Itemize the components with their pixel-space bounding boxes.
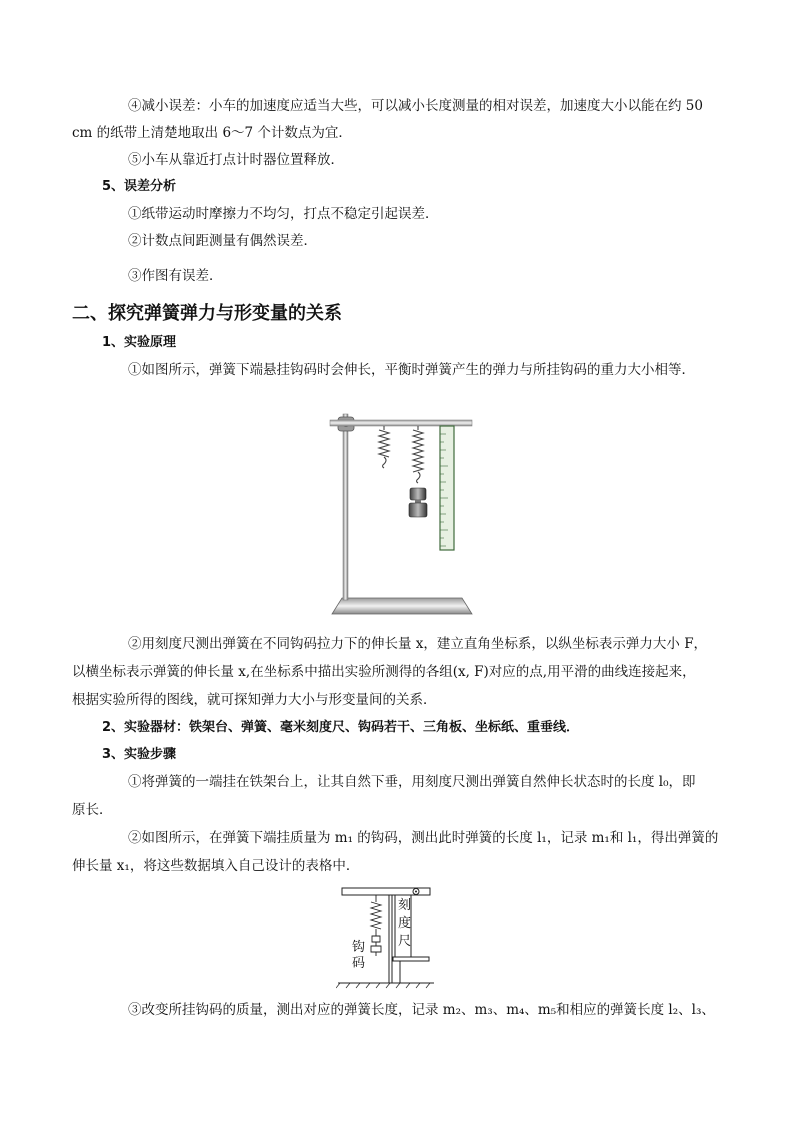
- error-analysis-heading: 5、误差分析: [102, 179, 177, 194]
- spring-ruler-figure: [336, 884, 436, 990]
- iron-stand-figure: [320, 386, 476, 616]
- step-2-line2: 伸长量 x₁，将这些数据填入自己设计的表格中．: [72, 858, 360, 874]
- item4-line1: ④减小误差：小车的加速度应适当大些，可以减小长度测量的相对误差，加速度大小以能在约 50: [128, 98, 703, 114]
- error-item-3: ③作图有误差．: [128, 268, 223, 284]
- ruler: [440, 426, 454, 550]
- principle-2-line2: 以横坐标表示弹簧的伸长量 x,在坐标系中描出实验所测得的各组(x, F)对应的点,用平滑的曲线连接起来，: [72, 664, 696, 680]
- principle-2-line3: 根据实验所得的图线，就可探知弹力大小与形变量间的关系．: [72, 692, 437, 708]
- step-3-line1: ③改变所挂钩码的质量，测出对应的弹簧长度，记录 m₂、m₃、m₄、m₅和相应的弹簧长度 l₂、l₃、: [128, 1002, 715, 1018]
- item5: ⑤小车从靠近打点计时器位置释放．: [128, 152, 344, 168]
- spring-1: [379, 426, 389, 468]
- step-1-line1: ①将弹簧的一端挂在铁架台上，让其自然下垂，用刻度尺测出弹簧自然伸长状态时的长度 l₀，即: [128, 774, 696, 790]
- step-1-line2: 原长．: [72, 802, 113, 818]
- error-item-1: ①纸带运动时摩擦力不均匀，打点不稳定引起误差．: [128, 206, 439, 222]
- step-2-line1: ②如图所示，在弹簧下端挂质量为 m₁ 的钩码，测出此时弹簧的长度 l₁，记录 m₁和 l₁，得出弹簧的: [128, 830, 719, 846]
- principle-2-line1: ②用刻度尺测出弹簧在不同钩码拉力下的伸长量 x，建立直角坐标系，以纵坐标表示弹力大小 F，: [128, 636, 708, 652]
- hook-weights: [409, 488, 427, 517]
- weight-label: 钩码: [352, 940, 366, 971]
- ruler-label: 刻度尺: [398, 898, 412, 949]
- principle-1: ①如图所示，弹簧下端悬挂钩码时会伸长，平衡时弹簧产生的弹力与所挂钩码的重力大小相等．: [128, 362, 695, 378]
- principle-heading: 1、实验原理: [102, 335, 177, 350]
- section-title: 二、探究弹簧弹力与形变量的关系: [72, 303, 342, 324]
- steps-heading: 3、实验步骤: [102, 747, 177, 762]
- spring-2: [413, 426, 423, 483]
- equipment-line: 2、实验器材：铁架台、弹簧、毫米刻度尺、钩码若干、三角板、坐标纸、重垂线．: [102, 720, 580, 735]
- item4-line2: cm 的纸带上清楚地取出 6～7 个计数点为宜．: [72, 125, 352, 141]
- error-item-2: ②计数点间距测量有偶然误差．: [128, 233, 317, 249]
